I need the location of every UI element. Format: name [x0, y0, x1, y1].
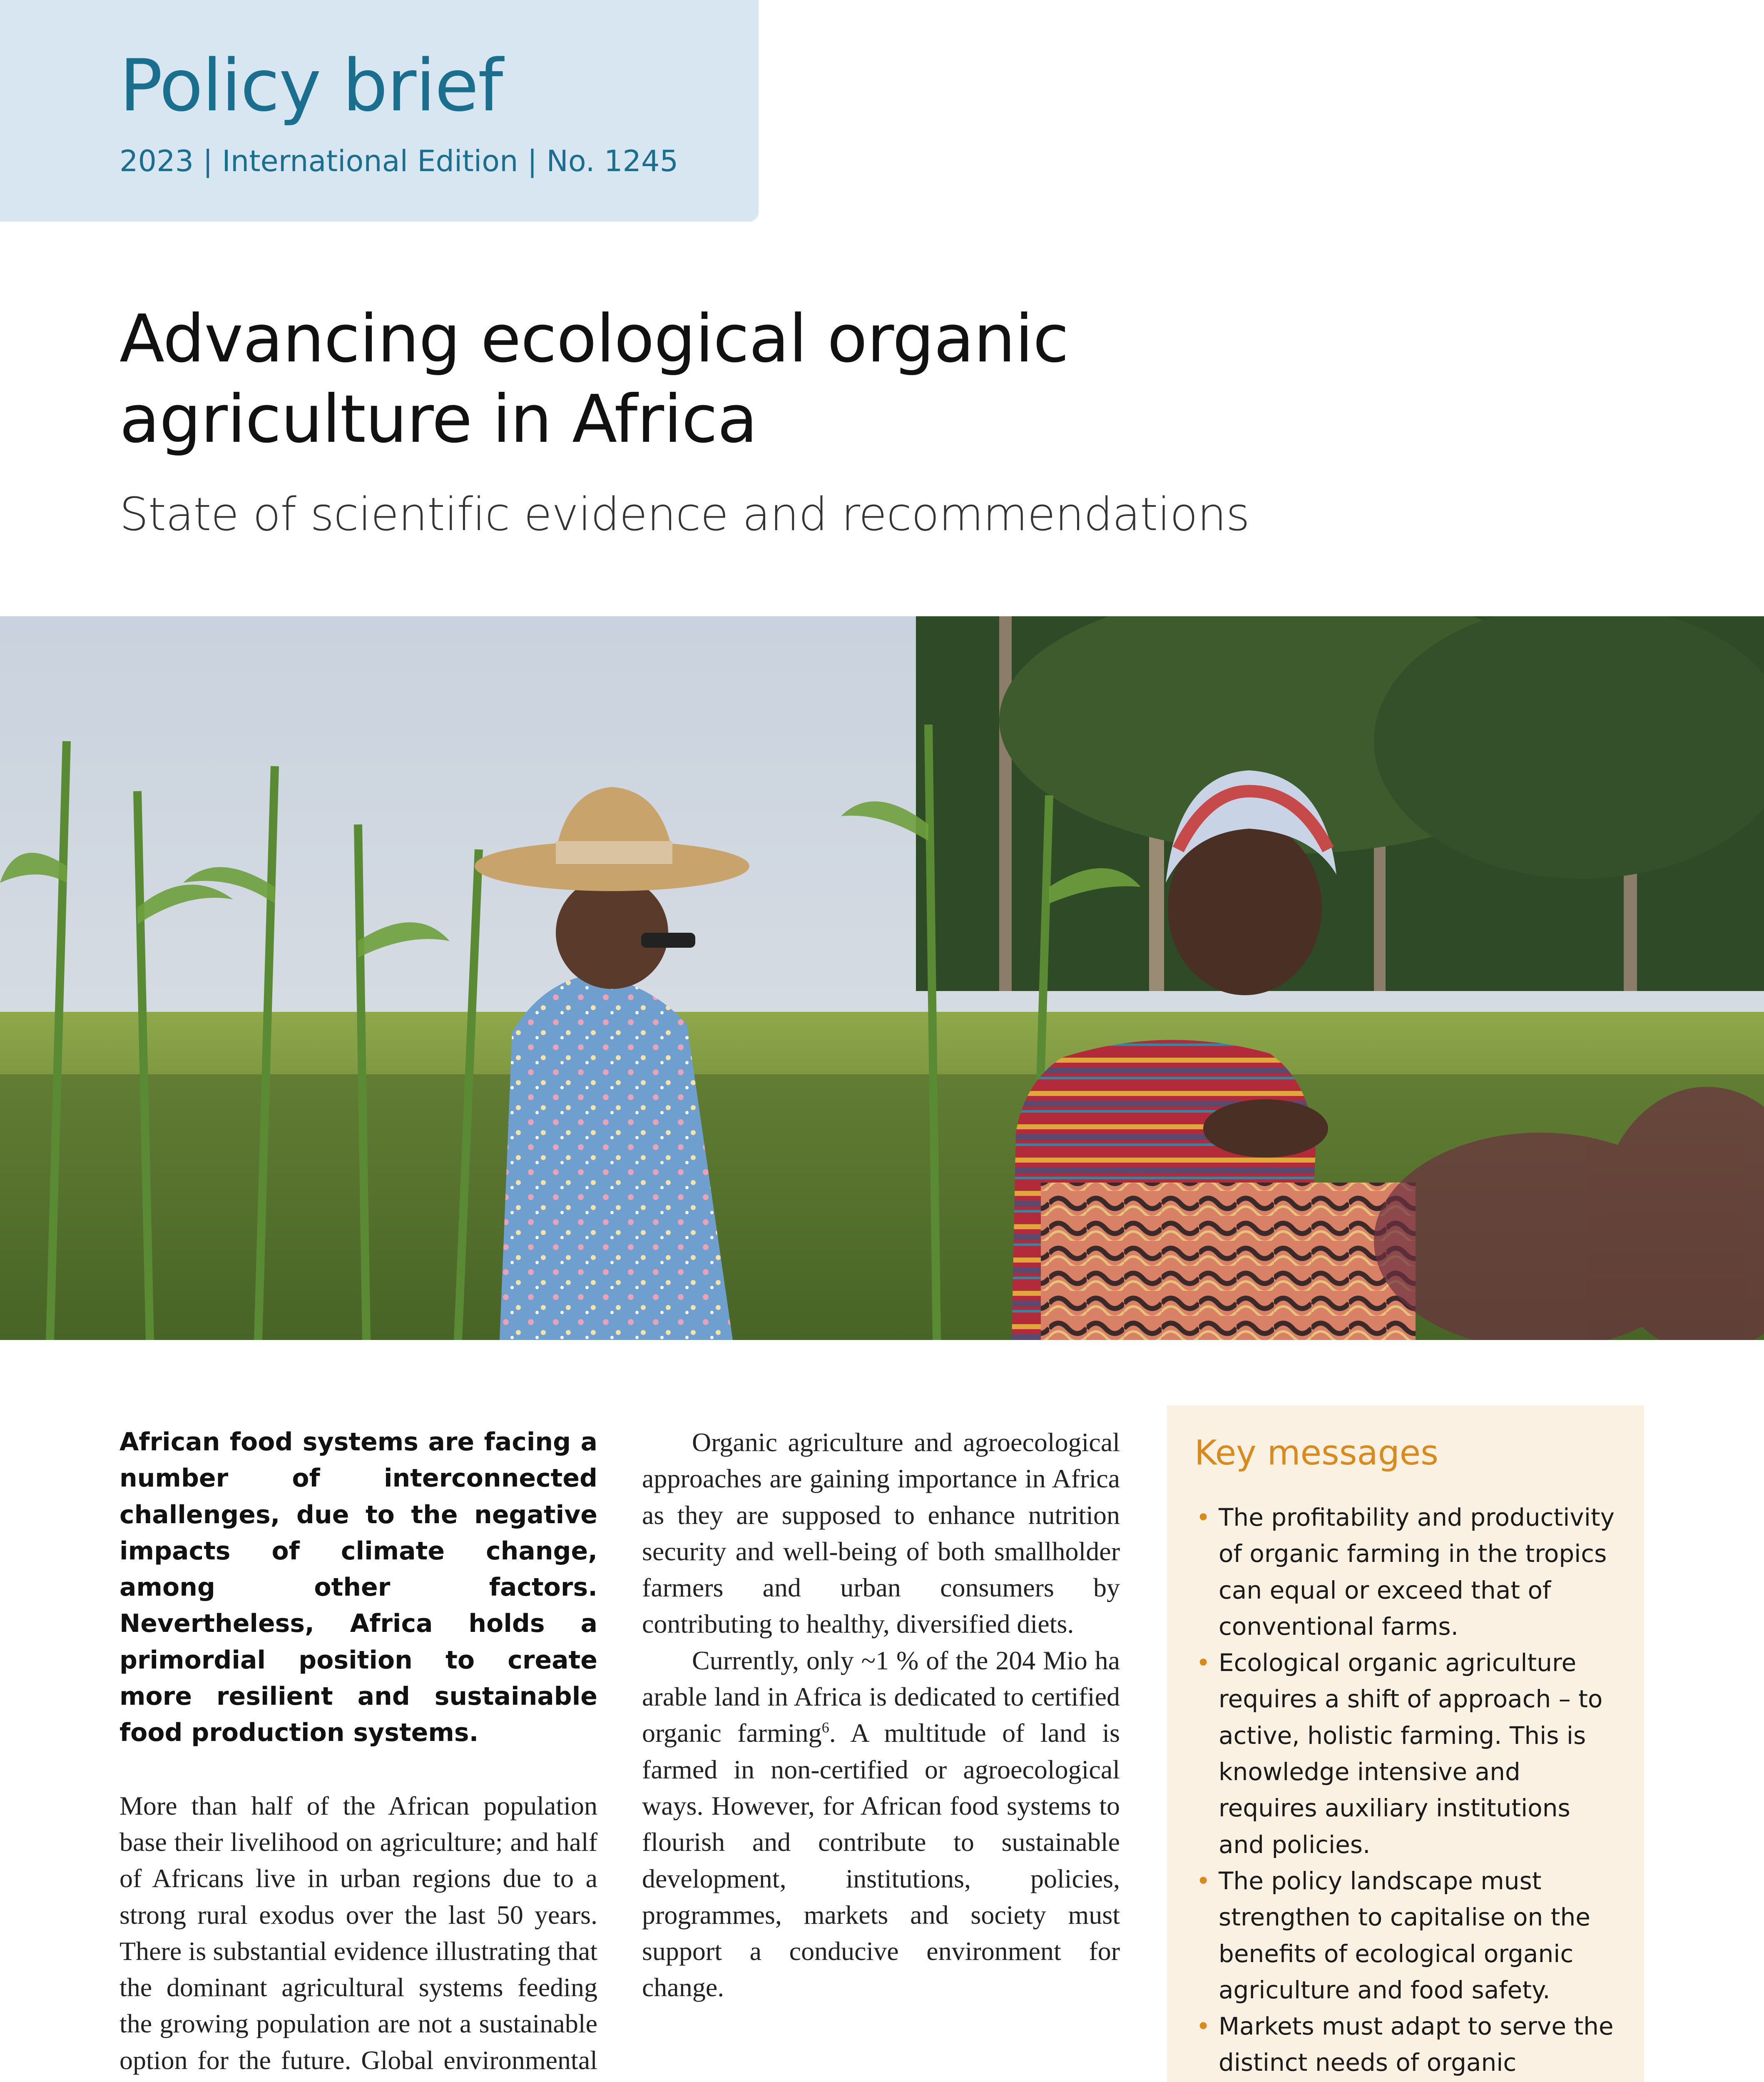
paragraph-3-part-b: . A multitude of land is farmed in non-certified or agroecological ways. However, for African food systems to flourish and contribute to sustainable development, institutions, policies, programmes, markets and society must support a conducive environment for change. — [642, 1718, 1120, 2002]
header-tab — [0, 0, 759, 222]
key-message-text: The profitability and productivity of organic farming in the tropics can equal or exceed that of conventional farms. — [1219, 1503, 1615, 1641]
paragraph-3-part-a: Currently, only ~1 % of the 204 Mio ha arable land in Africa is dedicated to certified organic farming — [642, 1645, 1120, 1748]
paragraph-gap — [119, 1751, 597, 1788]
page-title — [119, 299, 1368, 460]
header-edition: 2023 | International Edition | No. 1245 — [119, 144, 679, 178]
key-message-item — [1194, 1645, 1617, 1863]
key-message-text: The policy landscape must strengthen to capitalise on the benefits of ecological organic agriculture and food safety. — [1219, 1866, 1590, 2004]
page-subtitle: State of scientific evidence and recommendations — [119, 488, 1250, 541]
key-messages-title: Key messages — [1194, 1433, 1438, 1473]
body-column-2 — [642, 1424, 1120, 2006]
key-messages-list — [1194, 1499, 1617, 2082]
hero-photo-illustration — [0, 616, 1764, 1340]
key-messages-box — [1167, 1405, 1644, 2082]
page-title-line1: Advancing ecological organic — [119, 301, 1069, 377]
key-message-item — [1194, 2008, 1617, 2082]
body-text-col1 — [119, 1788, 597, 2082]
body-column-1 — [119, 1424, 597, 2082]
page-title-line2: agriculture in Africa — [119, 381, 757, 458]
key-message-text: Markets must adapt to serve the distinct needs of organic — [1219, 2012, 1614, 2077]
bullet-icon: • — [1196, 1503, 1211, 1532]
paragraph-2: Organic agriculture and agroecological approaches are gaining importance in Africa as they are supposed to enhance nutrition security and well-being of both smallholder farmers and urban consumers by contributing to healthy, diversified diets. — [642, 1427, 1120, 1639]
key-message-item — [1194, 1499, 1617, 1645]
paragraph-3 — [642, 1642, 1120, 2006]
bullet-icon: • — [1196, 1866, 1211, 1895]
key-message-text: Ecological organic agriculture requires a shift of approach – to active, holistic farming. This is knowledge intensive and requires auxiliary institutions and policies. — [1219, 1649, 1603, 1859]
body-text-col2 — [642, 1424, 1120, 2006]
lead-paragraph: African food systems are facing a number of interconnected challenges, due to the negative impacts of climate change, among other factors. Nevertheless, Africa holds a primordial position to create more resilient and sustainable food production systems. — [119, 1427, 597, 1748]
header-title: Policy brief — [119, 44, 503, 127]
footnote-ref[interactable]: 6 — [821, 1719, 829, 1736]
key-message-item — [1194, 1863, 1617, 2008]
paragraph-1: More than half of the African population base their livelihood on agriculture; and half of Africans live in urban regions due to a strong rural exodus over the last 50 years. There is substantial evidence illustrating that the dominant agricultural systems feeding the growing population are not a sustainable option for the future. Global environmental — [119, 1791, 597, 2075]
bullet-icon: • — [1196, 1649, 1211, 1677]
hero-photo — [0, 616, 1764, 1340]
bullet-icon: • — [1196, 2012, 1211, 2041]
